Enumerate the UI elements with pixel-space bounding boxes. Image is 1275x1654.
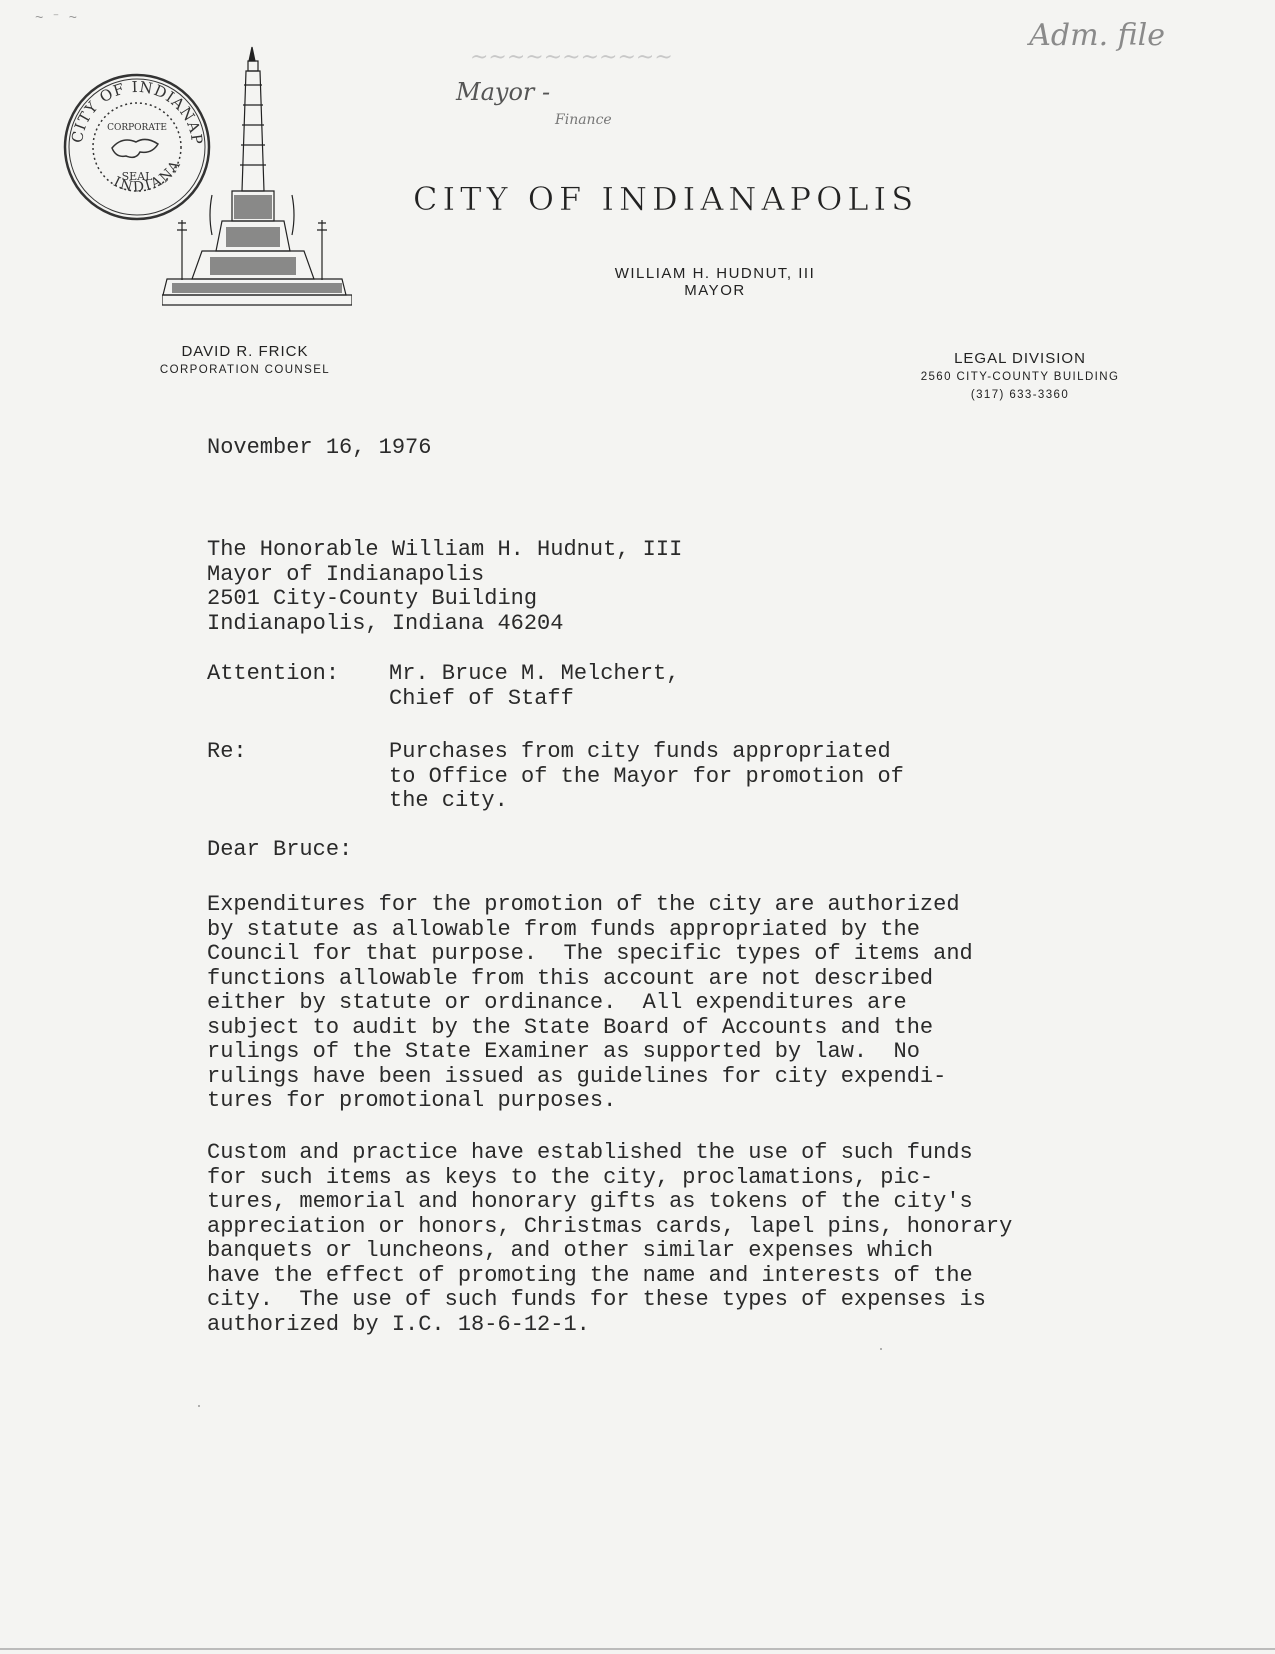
counsel-name: DAVID R. FRICK (181, 343, 309, 360)
corner-file-note: Adm. file (1029, 18, 1165, 53)
margin-note-mayor: Mayor - (456, 78, 551, 106)
attention-label: Attention: (207, 661, 340, 686)
re-value: Purchases from city funds appropriated to Office of the Mayor for promotion of the city. (389, 739, 904, 813)
attention-value: Mr. Bruce M. Melchert, Chief of Staff (389, 661, 680, 711)
re-label: Re: (207, 739, 247, 764)
division-phone: (317) 633-3360 (970, 389, 1070, 401)
paper-speck (880, 1348, 882, 1350)
paper-speck (198, 1405, 200, 1407)
monument-illustration (162, 45, 352, 310)
paragraph-2: Custom and practice have established the use of such funds for such items as keys to the city, proclamations, pic- tures, memorial and honorary gifts as tokens of the city's appreciation or honors, Christmas cards, lapel pins, honorary banquets or luncheons, and other similar expenses which have the effect of promoting the name and interests of the city. The use of such funds for these types of expenses is authorized by I.C. 18-6-12-1. (207, 1140, 1013, 1337)
division-name: LEGAL DIVISION (954, 350, 1086, 367)
top-left-mark: ~ ⁻ ~ (35, 11, 78, 27)
svg-text:CORPORATE: CORPORATE (107, 123, 167, 133)
salutation: Dear Bruce: (207, 837, 353, 862)
mayor-title: MAYOR (684, 282, 746, 299)
mayor-name: WILLIAM H. HUDNUT, III (614, 265, 816, 282)
recipient-address: The Honorable William H. Hudnut, III Mayor of Indianapolis 2501 City-County Building Indianapolis, Indiana 46204 (207, 537, 683, 636)
division-address: 2560 CITY-COUNTY BUILDING (920, 371, 1120, 383)
counsel-block (140, 343, 350, 379)
faint-handwriting: ~~~~~~~~~~~ (470, 45, 673, 70)
city-title: CITY OF INDIANAPOLIS (413, 180, 919, 218)
svg-text:CITY OF INDIANAPOLIS: CITY OF INDIANAP (67, 77, 207, 147)
paragraph-1: Expenditures for the promotion of the city are authorized by statute as allowable from funds appropriated by the Council for that purpose. The specific types of items and functions allowable from this account are not described either by statute or ordinance. All expenditures are subject to audit by the State Board of Accounts and the rulings of the State Examiner as supported by law. No rulings have been issued as guidelines for city expendi- tures for promotional purposes. (207, 892, 973, 1113)
page-edge (0, 1648, 1275, 1650)
svg-text:SEAL: SEAL (121, 170, 153, 183)
counsel-title: CORPORATION COUNSEL (159, 364, 331, 376)
mayor-block (580, 265, 850, 299)
letter-date: November 16, 1976 (207, 435, 432, 460)
division-block (890, 350, 1150, 404)
margin-note-finance: Finance (555, 112, 612, 128)
svg-text:INDIANA: INDIANA (110, 156, 185, 196)
